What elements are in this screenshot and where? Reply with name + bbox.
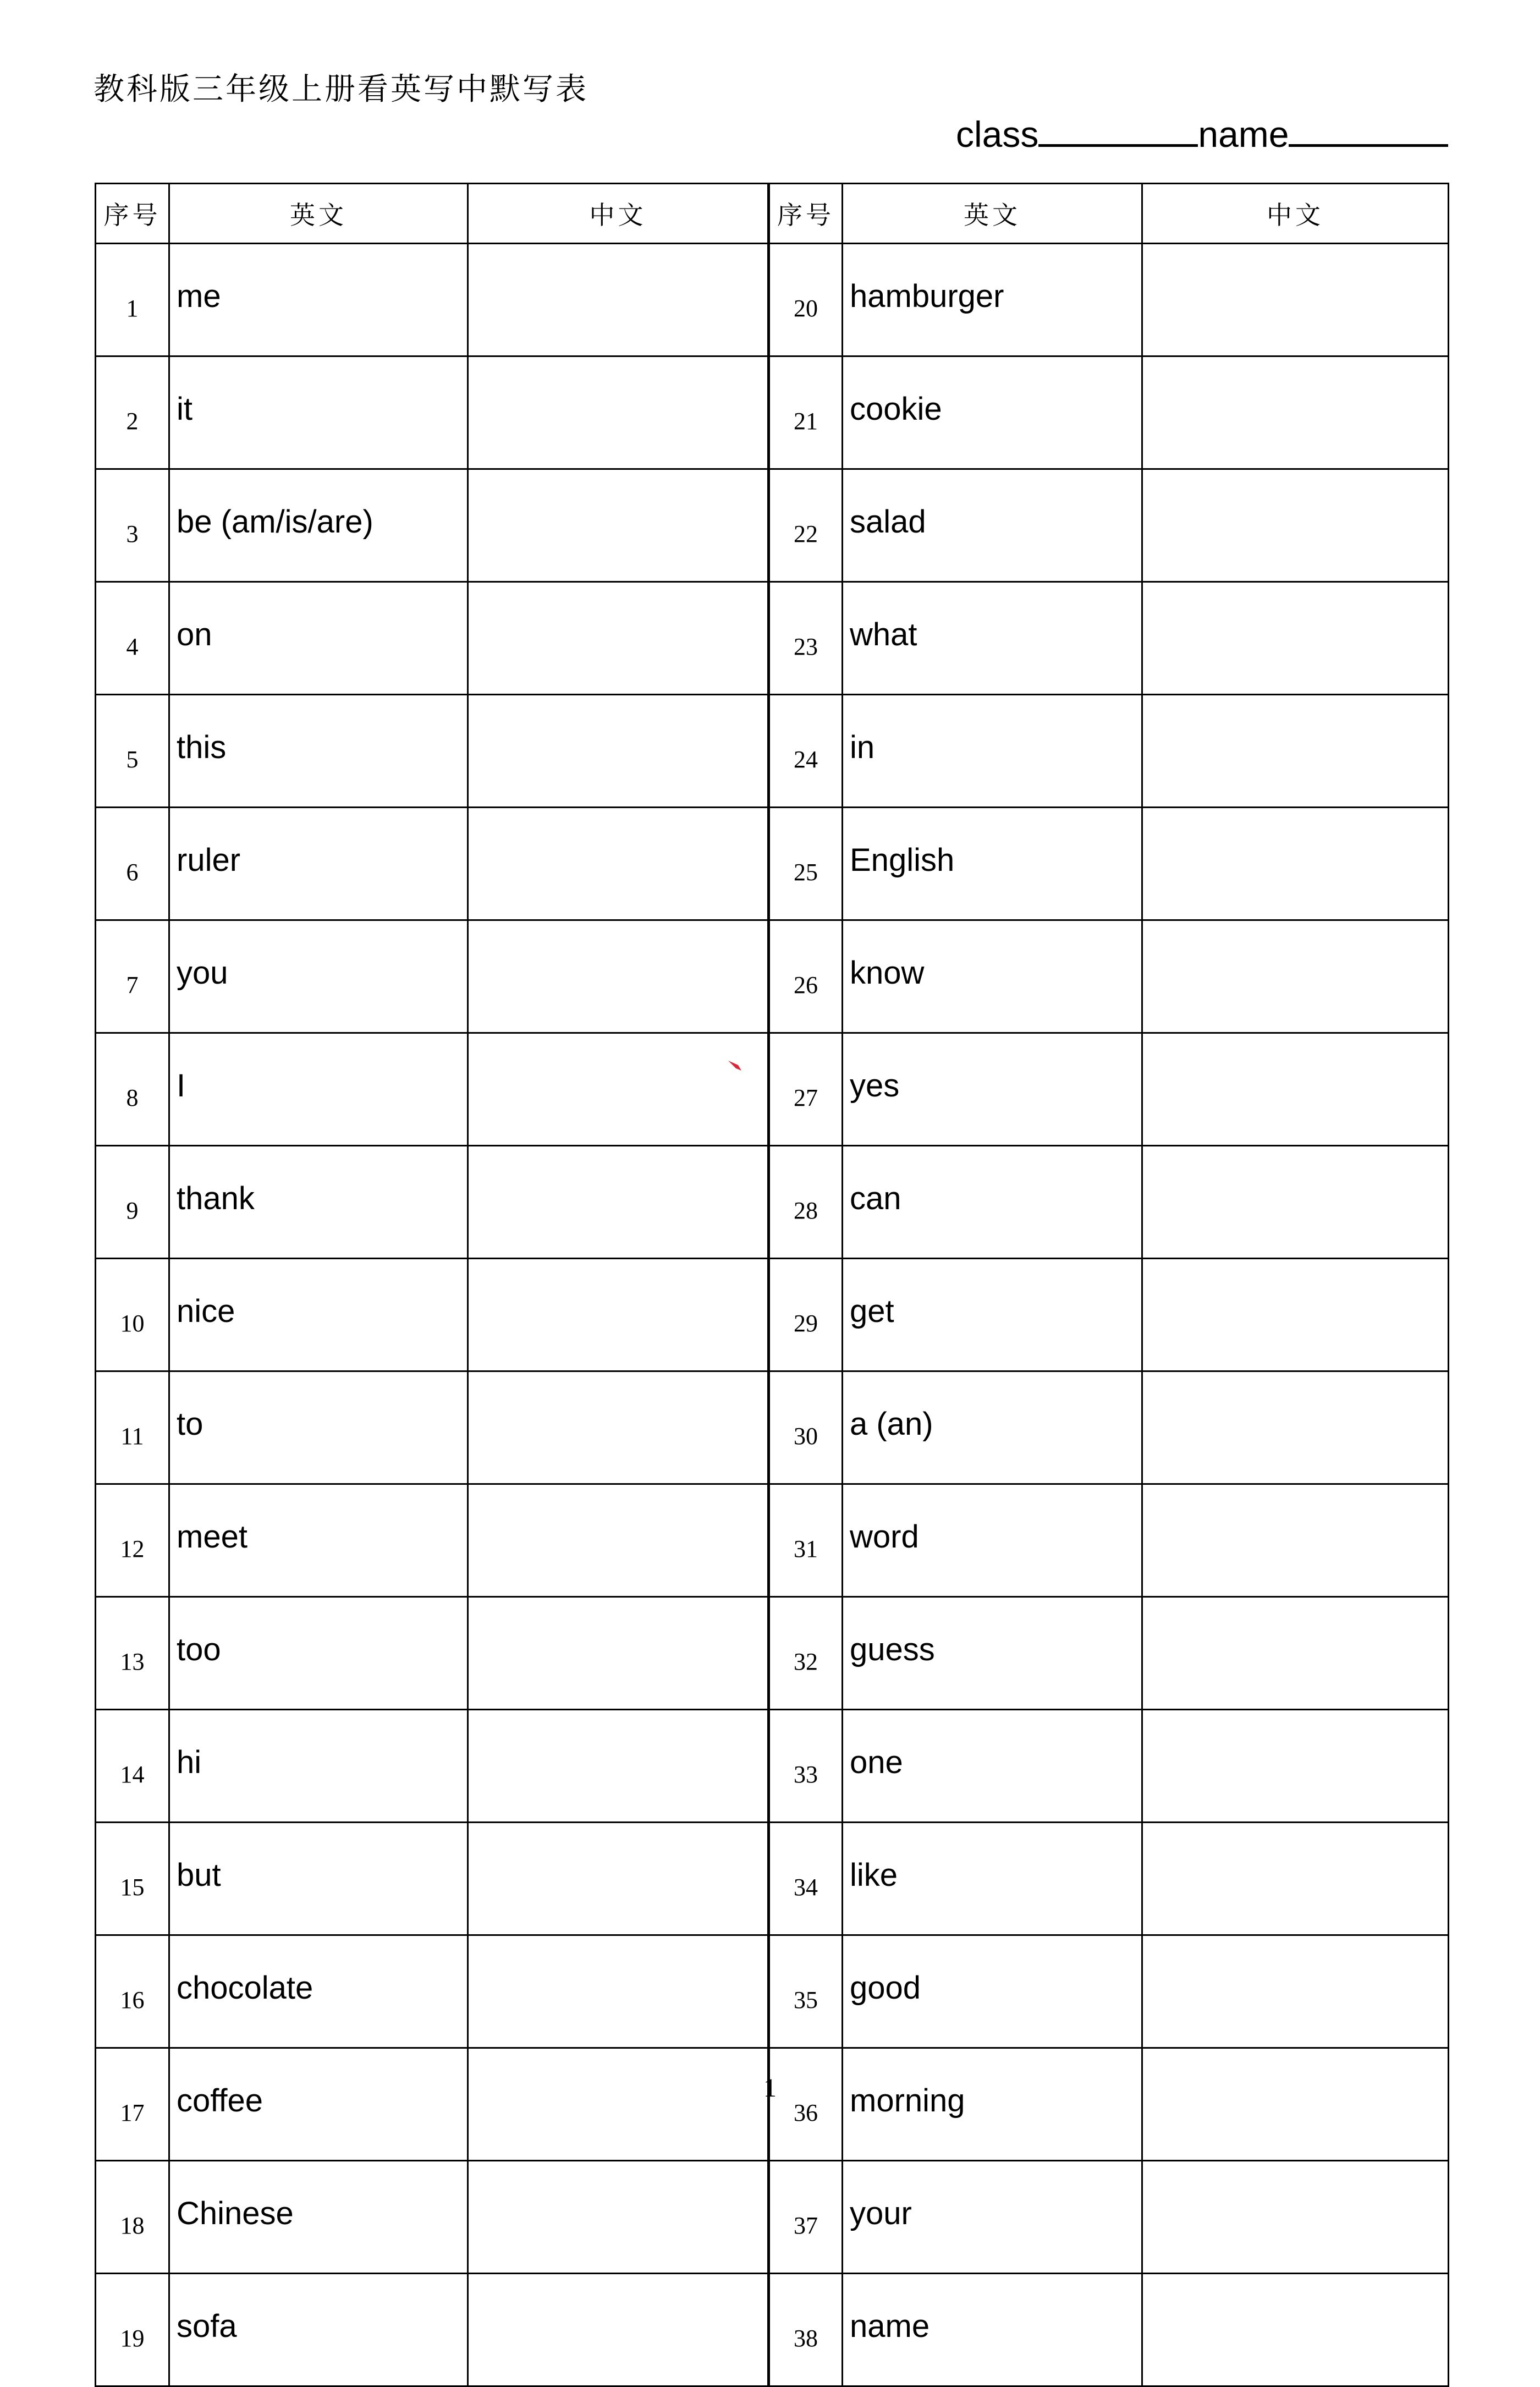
vocabulary-table-body [96,244,1449,2386]
english-word-cell-right: know [843,920,1142,1033]
chinese-answer-cell-right[interactable] [1142,582,1449,695]
english-word-cell-right: what [843,582,1142,695]
table-row [96,1710,1449,1823]
english-word-cell-left: thank [169,1146,468,1259]
number-cell-left: 4 [96,582,169,695]
table-row [96,920,1449,1033]
number-cell-left: 5 [96,695,169,808]
table-row [96,1935,1449,2048]
number-cell-left: 1 [96,244,169,356]
table-row [96,808,1449,920]
english-word-cell-right: cookie [843,356,1142,469]
number-cell-right: 36 [769,2048,843,2161]
chinese-answer-cell-left[interactable] [468,808,769,920]
english-word-cell-left: on [169,582,468,695]
table-row [96,469,1449,582]
table-row [96,1259,1449,1371]
chinese-answer-cell-left[interactable] [468,1259,769,1371]
chinese-answer-cell-left[interactable] [468,1484,769,1597]
number-cell-left: 15 [96,1823,169,1935]
number-cell-right: 31 [769,1484,843,1597]
english-word-cell-left: hi [169,1710,468,1823]
class-name-line [956,112,1448,155]
english-word-cell-left: Chinese [169,2161,468,2274]
english-word-cell-left: meet [169,1484,468,1597]
table-row [96,582,1449,695]
chinese-answer-cell-right[interactable] [1142,1710,1449,1823]
english-word-cell-right: your [843,2161,1142,2274]
english-word-cell-right: get [843,1259,1142,1371]
class-blank[interactable] [1038,112,1198,147]
number-cell-left: 16 [96,1935,169,2048]
english-word-cell-right: can [843,1146,1142,1259]
number-cell-left: 14 [96,1710,169,1823]
chinese-answer-cell-left[interactable] [468,1710,769,1823]
chinese-answer-cell-right[interactable] [1142,469,1449,582]
english-word-cell-left: to [169,1371,468,1484]
chinese-answer-cell-left[interactable] [468,2048,769,2161]
chinese-answer-cell-left[interactable] [468,582,769,695]
chinese-answer-cell-right[interactable] [1142,1597,1449,1710]
english-word-cell-right: salad [843,469,1142,582]
page-number: 1 [763,2073,777,2103]
header-english-left: 英文 [169,184,468,244]
number-cell-right: 22 [769,469,843,582]
english-word-cell-left: you [169,920,468,1033]
english-word-cell-left: I [169,1033,468,1146]
english-word-cell-left: nice [169,1259,468,1371]
table-row [96,1597,1449,1710]
english-word-cell-right: morning [843,2048,1142,2161]
chinese-answer-cell-right[interactable] [1142,1259,1449,1371]
english-word-cell-right: a (an) [843,1371,1142,1484]
number-cell-left: 3 [96,469,169,582]
number-cell-right: 29 [769,1259,843,1371]
number-cell-right: 27 [769,1033,843,1146]
number-cell-left: 19 [96,2274,169,2386]
table-row [96,356,1449,469]
chinese-answer-cell-left[interactable] [468,356,769,469]
table-row [96,244,1449,356]
number-cell-right: 28 [769,1146,843,1259]
red-pen-mark [727,1057,744,1074]
english-word-cell-left: too [169,1597,468,1710]
chinese-answer-cell-left[interactable] [468,920,769,1033]
english-word-cell-left: ruler [169,808,468,920]
chinese-answer-cell-right[interactable] [1142,695,1449,808]
english-word-cell-right: name [843,2274,1142,2386]
vocabulary-table [95,183,1449,2387]
number-cell-left: 6 [96,808,169,920]
table-row [96,1146,1449,1259]
english-word-cell-left: me [169,244,468,356]
chinese-answer-cell-right[interactable] [1142,2048,1449,2161]
chinese-answer-cell-left[interactable] [468,1823,769,1935]
chinese-answer-cell-left[interactable] [468,2161,769,2274]
number-cell-left: 18 [96,2161,169,2274]
english-word-cell-left: it [169,356,468,469]
chinese-answer-cell-left[interactable] [468,1033,769,1146]
name-blank[interactable] [1289,112,1448,147]
english-word-cell-right: hamburger [843,244,1142,356]
name-label: name [1198,114,1289,155]
number-cell-right: 35 [769,1935,843,2048]
english-word-cell-right: English [843,808,1142,920]
table-row [96,1823,1449,1935]
english-word-cell-right: in [843,695,1142,808]
chinese-answer-cell-left[interactable] [468,2274,769,2386]
header-chinese-left: 中文 [468,184,769,244]
number-cell-left: 11 [96,1371,169,1484]
chinese-answer-cell-right[interactable] [1142,808,1449,920]
english-word-cell-left: coffee [169,2048,468,2161]
english-word-cell-left: but [169,1823,468,1935]
class-label: class [956,114,1039,155]
chinese-answer-cell-right[interactable] [1142,1146,1449,1259]
number-cell-right: 23 [769,582,843,695]
number-cell-right: 20 [769,244,843,356]
chinese-answer-cell-right[interactable] [1142,2161,1449,2274]
chinese-answer-cell-left[interactable] [468,1935,769,2048]
english-word-cell-left: this [169,695,468,808]
number-cell-right: 38 [769,2274,843,2386]
chinese-answer-cell-right[interactable] [1142,1935,1449,2048]
number-cell-right: 30 [769,1371,843,1484]
table-row [96,695,1449,808]
header-english-right: 英文 [843,184,1142,244]
english-word-cell-left: sofa [169,2274,468,2386]
table-row [96,2274,1449,2386]
english-word-cell-left: chocolate [169,1935,468,2048]
number-cell-left: 9 [96,1146,169,1259]
chinese-answer-cell-right[interactable] [1142,2274,1449,2386]
number-cell-right: 24 [769,695,843,808]
number-cell-right: 25 [769,808,843,920]
english-word-cell-right: guess [843,1597,1142,1710]
chinese-answer-cell-left[interactable] [468,1146,769,1259]
number-cell-left: 2 [96,356,169,469]
number-cell-left: 12 [96,1484,169,1597]
chinese-answer-cell-right[interactable] [1142,920,1449,1033]
header-chinese-right: 中文 [1142,184,1449,244]
table-row [96,1484,1449,1597]
number-cell-right: 34 [769,1823,843,1935]
english-word-cell-right: like [843,1823,1142,1935]
chinese-answer-cell-left[interactable] [468,695,769,808]
chinese-answer-cell-right[interactable] [1142,1371,1449,1484]
english-word-cell-right: one [843,1710,1142,1823]
chinese-answer-cell-right[interactable] [1142,1823,1449,1935]
table-row [96,1371,1449,1484]
table-header-row [96,184,1449,244]
chinese-answer-cell-right[interactable] [1142,356,1449,469]
number-cell-left: 10 [96,1259,169,1371]
number-cell-left: 13 [96,1597,169,1710]
number-cell-right: 33 [769,1710,843,1823]
chinese-answer-cell-left[interactable] [468,244,769,356]
table-row [96,1033,1449,1146]
number-cell-right: 21 [769,356,843,469]
english-word-cell-right: good [843,1935,1142,2048]
chinese-answer-cell-right[interactable] [1142,244,1449,356]
chinese-answer-cell-right[interactable] [1142,1484,1449,1597]
chinese-answer-cell-left[interactable] [468,1371,769,1484]
number-cell-right: 32 [769,1597,843,1710]
document-title: 教科版三年级上册看英写中默写表 [94,72,588,107]
chinese-answer-cell-right[interactable] [1142,1033,1449,1146]
number-cell-right: 37 [769,2161,843,2274]
header-number-left: 序号 [96,184,169,244]
number-cell-left: 8 [96,1033,169,1146]
number-cell-left: 7 [96,920,169,1033]
chinese-answer-cell-left[interactable] [468,1597,769,1710]
english-word-cell-right: yes [843,1033,1142,1146]
english-word-cell-right: word [843,1484,1142,1597]
number-cell-right: 26 [769,920,843,1033]
header-number-right: 序号 [769,184,843,244]
english-word-cell-left: be (am/is/are) [169,469,468,582]
chinese-answer-cell-left[interactable] [468,469,769,582]
table-row [96,2048,1449,2161]
number-cell-left: 17 [96,2048,169,2161]
table-row [96,2161,1449,2274]
